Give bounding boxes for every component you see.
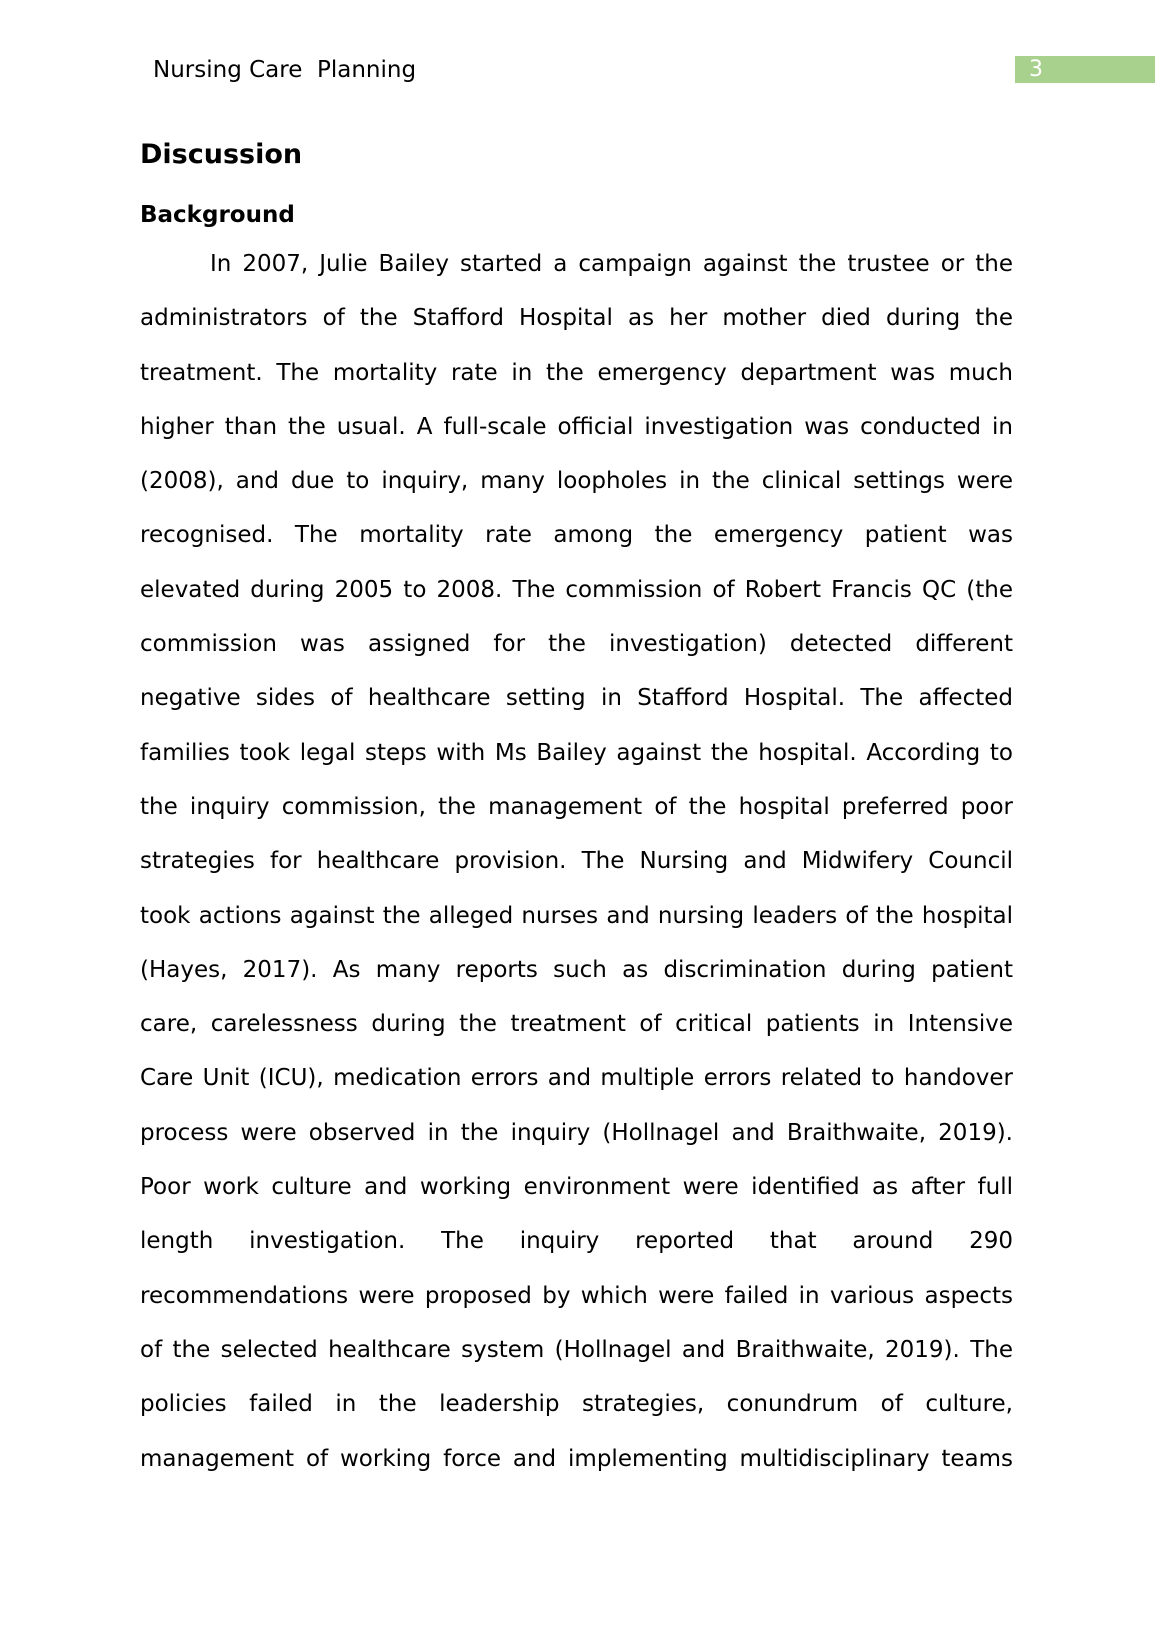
paragraph-line: higher than the usual. A full-scale official investigation was conducted in: [140, 413, 1013, 440]
paragraph-line: of the selected healthcare system (Hollnagel and Braithwaite, 2019). The: [140, 1336, 1013, 1363]
document-body: [140, 130, 1013, 1486]
subsection-heading: Background: [140, 202, 295, 228]
paragraph-line: management of working force and implementing multidisciplinary teams: [140, 1445, 1013, 1472]
paragraph-line: length investigation. The inquiry reported that around 290: [140, 1228, 1013, 1255]
paragraph-line: families took legal steps with Ms Bailey against the hospital. According to: [140, 739, 1013, 766]
paragraph-line: process were observed in the inquiry (Hollnagel and Braithwaite, 2019).: [140, 1119, 1013, 1146]
paragraph-line: In 2007, Julie Bailey started a campaign against the trustee or the: [210, 251, 1013, 277]
paragraph-line: care, carelessness during the treatment of critical patients in Intensive: [140, 1011, 1013, 1038]
paragraph-line: commission was assigned for the investigation) detected different: [140, 631, 1013, 658]
running-head-title: Nursing Care Planning: [153, 57, 417, 83]
paragraph-line: administrators of the Stafford Hospital as her mother died during the: [140, 305, 1013, 332]
paragraph-line: recognised. The mortality rate among the emergency patient was: [140, 522, 1013, 549]
paragraph-line: took actions against the alleged nurses and nursing leaders of the hospital: [140, 902, 1013, 929]
paragraph-line: policies failed in the leadership strategies, conundrum of culture,: [140, 1391, 1013, 1418]
paragraph-line: (Hayes, 2017). As many reports such as discrimination during patient: [140, 956, 1013, 983]
paragraph-line: recommendations were proposed by which were failed in various aspects: [140, 1282, 1013, 1309]
page-number: 3: [1015, 56, 1155, 83]
paragraph-line: the inquiry commission, the management of the hospital preferred poor: [140, 793, 1013, 820]
body-paragraph: [140, 237, 1013, 1486]
section-heading: Discussion: [140, 139, 303, 170]
paragraph-line: (2008), and due to inquiry, many loopholes in the clinical settings were: [140, 468, 1013, 495]
paragraph-line: Care Unit (ICU), medication errors and multiple errors related to handover: [140, 1065, 1013, 1092]
paragraph-line: Poor work culture and working environment were identified as after full: [140, 1174, 1013, 1201]
paragraph-line: negative sides of healthcare setting in Stafford Hospital. The affected: [140, 685, 1013, 712]
paragraph-line: elevated during 2005 to 2008. The commission of Robert Francis QC (the: [140, 576, 1013, 603]
paragraph-line: treatment. The mortality rate in the emergency department was much: [140, 359, 1013, 386]
paragraph-line: strategies for healthcare provision. The Nursing and Midwifery Council: [140, 848, 1013, 875]
